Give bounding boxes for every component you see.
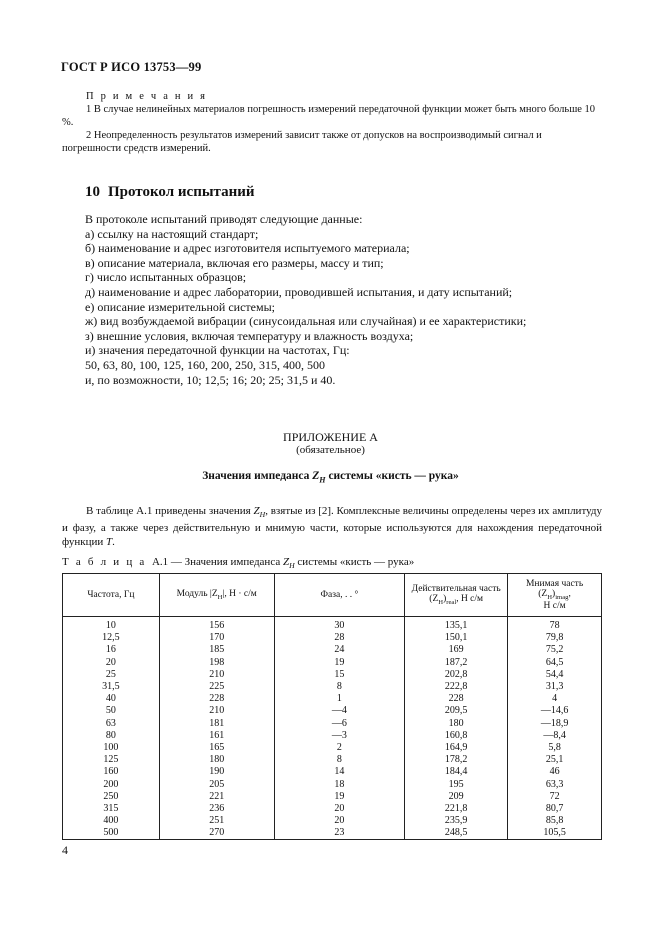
- symbol-sub: H: [289, 561, 295, 571]
- cell-real: 169: [405, 644, 508, 656]
- cell-real: 209,5: [405, 705, 508, 717]
- cell-frequency: 40: [63, 693, 160, 705]
- cell-real: 184,4: [405, 766, 508, 778]
- cell-modulus: 205: [159, 778, 274, 790]
- cell-phase: 23: [274, 827, 405, 840]
- cell-modulus: 185: [159, 644, 274, 656]
- symbol-sub: H: [319, 475, 326, 485]
- cell-phase: 20: [274, 815, 405, 827]
- cell-modulus: 225: [159, 681, 274, 693]
- table-caption: [62, 556, 414, 570]
- symbol-z: Z: [312, 470, 320, 482]
- cell-frequency: 100: [63, 742, 160, 754]
- intro-text-a: В таблице А.1 приведены значения: [86, 505, 251, 517]
- cell-phase: 15: [274, 669, 405, 681]
- list-item: г) число испытанных образцов;: [85, 270, 247, 285]
- cell-real: 202,8: [405, 669, 508, 681]
- cell-modulus: 251: [159, 815, 274, 827]
- cell-real: 160,8: [405, 730, 508, 742]
- cell-imaginary: 63,3: [508, 778, 602, 790]
- cell-phase: 2: [274, 742, 405, 754]
- symbol-t: T: [106, 535, 113, 548]
- impedance-table: [62, 573, 602, 840]
- cell-modulus: 190: [159, 766, 274, 778]
- cell-frequency: 80: [63, 730, 160, 742]
- symbol-z: Z: [282, 556, 290, 568]
- cell-modulus: 181: [159, 718, 274, 730]
- cell-real: 187,2: [405, 657, 508, 669]
- cell-modulus: 180: [159, 754, 274, 766]
- cell-real: 150,1: [405, 632, 508, 644]
- cell-frequency: 125: [63, 754, 160, 766]
- cell-phase: 8: [274, 754, 405, 766]
- section-title: Протокол испытаний: [108, 184, 255, 200]
- note-item: 2 Неопределенность результатов измерений зависит также от допусков на воспроизводимый сигнал и погрешности средств измерений.: [62, 130, 542, 154]
- cell-modulus: 228: [159, 693, 274, 705]
- cell-modulus: 198: [159, 657, 274, 669]
- table-row: [63, 754, 602, 766]
- cell-frequency: 200: [63, 778, 160, 790]
- cell-frequency: 31,5: [63, 681, 160, 693]
- page-number: 4: [62, 843, 68, 857]
- cell-modulus: 210: [159, 705, 274, 717]
- table-row: [63, 669, 602, 681]
- cell-imaginary: 72: [508, 791, 602, 803]
- frequency-list: 50, 63, 80, 100, 125, 160, 200, 250, 315, 400, 500: [85, 357, 325, 372]
- list-item: и) значения передаточной функции на частотах, Гц:: [85, 343, 350, 358]
- table-row: [63, 766, 602, 778]
- cell-phase: 18: [274, 778, 405, 790]
- cell-imaginary: 4: [508, 693, 602, 705]
- cell-frequency: 16: [63, 644, 160, 656]
- list-item: б) наименование и адрес изготовителя испытуемого материала;: [85, 241, 410, 256]
- section-body: [85, 212, 605, 387]
- cell-imaginary: 80,7: [508, 803, 602, 815]
- table-row: [63, 644, 602, 656]
- cell-phase: 28: [274, 632, 405, 644]
- cell-real: 178,2: [405, 754, 508, 766]
- cell-modulus: 170: [159, 632, 274, 644]
- notes-block: [62, 90, 600, 155]
- table-row: [63, 742, 602, 754]
- cell-real: 164,9: [405, 742, 508, 754]
- cell-real: 135,1: [405, 617, 508, 633]
- intro-end: .: [112, 535, 115, 548]
- cell-imaginary: 78: [508, 617, 602, 633]
- list-item: е) описание измерительной системы;: [85, 299, 275, 314]
- cell-frequency: 500: [63, 827, 160, 840]
- cell-imaginary: 79,8: [508, 632, 602, 644]
- cell-frequency: 315: [63, 803, 160, 815]
- table-row: [63, 693, 602, 705]
- cell-modulus: 236: [159, 803, 274, 815]
- cell-imaginary: 31,3: [508, 681, 602, 693]
- cell-phase: 14: [274, 766, 405, 778]
- cell-phase: 24: [274, 644, 405, 656]
- table-row: [63, 681, 602, 693]
- table-caption-post: системы «кисть — рука»: [297, 556, 415, 568]
- cell-real: 221,8: [405, 803, 508, 815]
- cell-phase: 19: [274, 657, 405, 669]
- cell-real: 209: [405, 791, 508, 803]
- cell-imaginary: 85,8: [508, 815, 602, 827]
- table-caption-num: А.1 — Значения импеданса: [151, 556, 281, 568]
- table-row: [63, 632, 602, 644]
- document-header: ГОСТ Р ИСО 13753—99: [61, 60, 202, 74]
- section-number: 10: [85, 184, 100, 200]
- header-phase: Фаза, . . °: [274, 574, 405, 617]
- cell-frequency: 50: [63, 705, 160, 717]
- section-intro: В протоколе испытаний приводят следующие данные:: [85, 212, 363, 226]
- cell-imaginary: 64,5: [508, 657, 602, 669]
- table-row: [63, 827, 602, 840]
- cell-imaginary: 75,2: [508, 644, 602, 656]
- cell-phase: 8: [274, 681, 405, 693]
- appendix-subtitle: (обязательное): [296, 444, 365, 456]
- appendix-heading-post: системы «кисть — рука»: [328, 470, 459, 482]
- header-imaginary: Мнимая часть $(Z_H)_{imag}$, Н с/м: [508, 574, 602, 617]
- cell-phase: —3: [274, 730, 405, 742]
- header-real: Действительная часть $(Z_H)_{real}$, Н с/м: [405, 574, 508, 617]
- cell-frequency: 12,5: [63, 632, 160, 644]
- cell-frequency: 10: [63, 617, 160, 633]
- cell-phase: —4: [274, 705, 405, 717]
- appendix-intro: [62, 505, 602, 550]
- table-row: [63, 778, 602, 790]
- appendix-heading-pre: Значения импеданса: [202, 470, 310, 482]
- cell-modulus: 161: [159, 730, 274, 742]
- list-item: а) ссылку на настоящий стандарт;: [85, 226, 259, 241]
- header-frequency: Частота, Гц: [63, 574, 160, 617]
- notes-heading: П р и м е ч а н и я: [86, 91, 208, 102]
- appendix-title: ПРИЛОЖЕНИЕ А: [283, 430, 378, 444]
- cell-modulus: 156: [159, 617, 274, 633]
- cell-real: 222,8: [405, 681, 508, 693]
- cell-imaginary: —8,4: [508, 730, 602, 742]
- symbol-sub: H: [259, 510, 266, 520]
- cell-phase: 19: [274, 791, 405, 803]
- table-row: [63, 617, 602, 633]
- cell-modulus: 165: [159, 742, 274, 754]
- cell-imaginary: 54,4: [508, 669, 602, 681]
- cell-frequency: 250: [63, 791, 160, 803]
- cell-imaginary: —14,6: [508, 705, 602, 717]
- cell-real: 248,5: [405, 827, 508, 840]
- cell-frequency: 63: [63, 718, 160, 730]
- table-row: [63, 718, 602, 730]
- cell-modulus: 270: [159, 827, 274, 840]
- frequency-list-optional: и, по возможности, 10; 12,5; 16; 20; 25; 31,5 и 40.: [85, 372, 336, 387]
- intro-text-b: , взятые из [2]. Комплексные величины определены через их амплитуду и фазу, а также через действительную и мнимую части, которые используются для нахождения передаточной функции: [62, 505, 603, 548]
- section-heading: [85, 184, 255, 201]
- cell-phase: —6: [274, 718, 405, 730]
- list-item: в) описание материала, включая его размеры, массу и тип;: [85, 255, 384, 270]
- cell-phase: 1: [274, 693, 405, 705]
- cell-frequency: 25: [63, 669, 160, 681]
- list-item: з) внешние условия, включая температуру и влажность воздуха;: [85, 328, 414, 343]
- cell-modulus: 210: [159, 669, 274, 681]
- table-caption-label: Т а б л и ц а: [62, 556, 147, 568]
- table-row: [63, 815, 602, 827]
- symbol-z: Z: [253, 505, 260, 517]
- cell-real: 195: [405, 778, 508, 790]
- cell-real: 235,9: [405, 815, 508, 827]
- table-row: [63, 791, 602, 803]
- table-header-row: [63, 574, 602, 617]
- cell-imaginary: —18,9: [508, 718, 602, 730]
- note-item: 1 В случае нелинейных материалов погрешность измерений передаточной функции может быть много больше 10 %.: [62, 104, 596, 128]
- cell-real: 228: [405, 693, 508, 705]
- appendix-heading: [0, 470, 661, 484]
- cell-modulus: 221: [159, 791, 274, 803]
- cell-frequency: 160: [63, 766, 160, 778]
- cell-phase: 30: [274, 617, 405, 633]
- cell-imaginary: 5,8: [508, 742, 602, 754]
- table-row: [63, 705, 602, 717]
- list-item: ж) вид возбуждаемой вибрации (синусоидальная или случайная) и ее характеристики;: [85, 314, 527, 329]
- table-row: [63, 803, 602, 815]
- table-row: [63, 657, 602, 669]
- cell-phase: 20: [274, 803, 405, 815]
- cell-frequency: 20: [63, 657, 160, 669]
- list-item: д) наименование и адрес лаборатории, проводившей испытания, и дату испытаний;: [85, 284, 513, 299]
- cell-imaginary: 46: [508, 766, 602, 778]
- cell-imaginary: 25,1: [508, 754, 602, 766]
- cell-imaginary: 105,5: [508, 827, 602, 840]
- header-modulus: Модуль $|Z_H|$, Н · с/м: [159, 574, 274, 617]
- cell-frequency: 400: [63, 815, 160, 827]
- table-row: [63, 730, 602, 742]
- cell-real: 180: [405, 718, 508, 730]
